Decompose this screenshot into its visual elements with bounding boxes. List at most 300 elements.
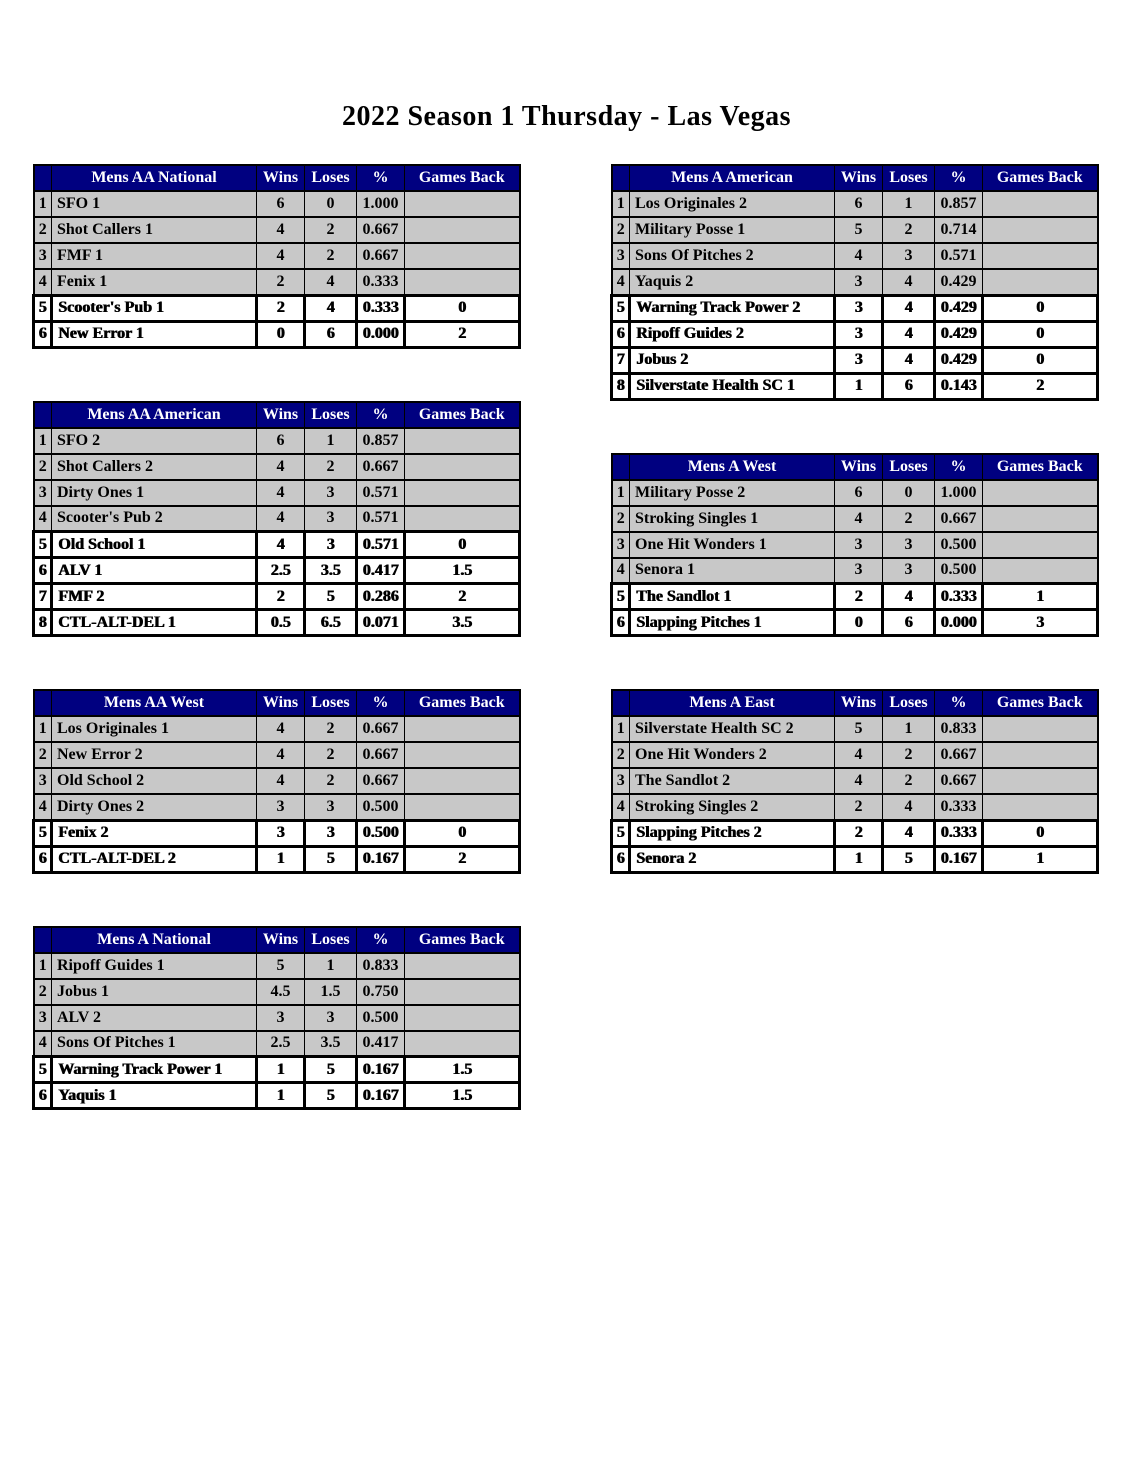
rank-cell: 7 xyxy=(612,347,630,373)
table-row xyxy=(612,243,1098,269)
table-row xyxy=(34,820,520,846)
table-row xyxy=(612,820,1098,846)
loses-cell: 1.5 xyxy=(305,979,357,1005)
rank-cell: 5 xyxy=(34,1057,52,1083)
loses-cell: 5 xyxy=(305,846,357,872)
rank-cell: 3 xyxy=(34,1005,52,1031)
rank-cell: 2 xyxy=(34,742,52,768)
rank-cell: 5 xyxy=(34,820,52,846)
pct-cell: 0.857 xyxy=(357,428,405,454)
pct-cell: 0.500 xyxy=(357,794,405,820)
table-title: Mens A East xyxy=(630,690,835,716)
team-name-cell: Military Posse 2 xyxy=(630,480,835,506)
games-back-cell: 1.5 xyxy=(405,1083,520,1109)
pct-cell: 0.667 xyxy=(935,506,983,532)
team-name-cell: Senora 1 xyxy=(630,558,835,584)
pct-cell: 0.833 xyxy=(935,716,983,742)
column-header-wins: Wins xyxy=(257,690,305,716)
wins-cell: 2 xyxy=(835,794,883,820)
rank-cell: 4 xyxy=(34,1031,52,1057)
pct-cell: 0.500 xyxy=(357,820,405,846)
loses-cell: 2 xyxy=(883,742,935,768)
games-back-cell: 3 xyxy=(983,610,1098,636)
loses-cell: 1 xyxy=(883,716,935,742)
column-header-loses: Loses xyxy=(883,454,935,480)
table-row xyxy=(34,454,520,480)
rank-cell: 4 xyxy=(34,794,52,820)
rank-cell: 6 xyxy=(34,558,52,584)
team-name-cell: SFO 1 xyxy=(52,191,257,217)
wins-cell: 3 xyxy=(257,794,305,820)
games-back-cell: 2 xyxy=(405,846,520,872)
pct-cell: 0.667 xyxy=(357,768,405,794)
team-name-cell: Old School 2 xyxy=(52,768,257,794)
rank-cell: 6 xyxy=(612,846,630,872)
rank-header-cell xyxy=(612,165,630,191)
loses-cell: 1 xyxy=(305,953,357,979)
column-header-games-back: Games Back xyxy=(405,927,520,953)
rank-header-cell xyxy=(612,690,630,716)
column-header-loses: Loses xyxy=(883,165,935,191)
table-row xyxy=(612,295,1098,321)
games-back-cell xyxy=(983,269,1098,295)
pct-cell: 0.167 xyxy=(357,1057,405,1083)
table-header-row xyxy=(34,165,520,191)
wins-cell: 2 xyxy=(257,584,305,610)
rank-cell: 3 xyxy=(34,768,52,794)
games-back-cell xyxy=(983,532,1098,558)
team-name-cell: Scooter's Pub 1 xyxy=(52,295,257,321)
loses-cell: 1 xyxy=(883,191,935,217)
wins-cell: 6 xyxy=(257,428,305,454)
wins-cell: 4 xyxy=(835,742,883,768)
pct-cell: 0.667 xyxy=(357,716,405,742)
table-row xyxy=(612,584,1098,610)
table-row xyxy=(612,347,1098,373)
games-back-cell xyxy=(983,558,1098,584)
table-header-row xyxy=(34,402,520,428)
games-back-cell: 0 xyxy=(983,295,1098,321)
rank-cell: 3 xyxy=(34,480,52,506)
loses-cell: 6 xyxy=(883,373,935,399)
games-back-cell xyxy=(405,979,520,1005)
rank-cell: 8 xyxy=(34,610,52,636)
games-back-cell: 1.5 xyxy=(405,558,520,584)
rank-cell: 4 xyxy=(34,269,52,295)
team-name-cell: Senora 2 xyxy=(630,846,835,872)
pct-cell: 0.417 xyxy=(357,1031,405,1057)
games-back-cell: 0 xyxy=(983,321,1098,347)
wins-cell: 4 xyxy=(257,243,305,269)
games-back-cell xyxy=(405,506,520,532)
pct-cell: 0.167 xyxy=(935,846,983,872)
loses-cell: 6 xyxy=(305,321,357,347)
wins-cell: 1 xyxy=(835,373,883,399)
table-header-row xyxy=(612,165,1098,191)
wins-cell: 5 xyxy=(257,953,305,979)
rank-cell: 2 xyxy=(34,217,52,243)
pct-cell: 0.071 xyxy=(357,610,405,636)
loses-cell: 3 xyxy=(305,1005,357,1031)
pct-cell: 1.000 xyxy=(935,480,983,506)
games-back-cell xyxy=(405,269,520,295)
pct-cell: 0.286 xyxy=(357,584,405,610)
table-row xyxy=(612,532,1098,558)
games-back-cell: 0 xyxy=(405,820,520,846)
games-back-cell: 2 xyxy=(405,584,520,610)
table-header-row xyxy=(34,690,520,716)
pct-cell: 0.750 xyxy=(357,979,405,1005)
rank-cell: 8 xyxy=(612,373,630,399)
rank-cell: 1 xyxy=(612,480,630,506)
column-header-games-back: Games Back xyxy=(983,454,1098,480)
table-row xyxy=(34,584,520,610)
loses-cell: 0 xyxy=(883,480,935,506)
rank-cell: 3 xyxy=(612,243,630,269)
wins-cell: 6 xyxy=(835,480,883,506)
table-row xyxy=(34,217,520,243)
wins-cell: 3 xyxy=(835,295,883,321)
standings-table xyxy=(610,164,1099,401)
loses-cell: 3 xyxy=(305,480,357,506)
team-name-cell: Slapping Pitches 1 xyxy=(630,610,835,636)
team-name-cell: Ripoff Guides 2 xyxy=(630,321,835,347)
wins-cell: 5 xyxy=(835,217,883,243)
games-back-cell xyxy=(405,1031,520,1057)
team-name-cell: Los Originales 2 xyxy=(630,191,835,217)
pct-cell: 0.500 xyxy=(935,532,983,558)
table-row xyxy=(612,191,1098,217)
loses-cell: 2 xyxy=(305,716,357,742)
rank-cell: 1 xyxy=(34,953,52,979)
rank-cell: 2 xyxy=(612,217,630,243)
team-name-cell: Ripoff Guides 1 xyxy=(52,953,257,979)
loses-cell: 2 xyxy=(305,768,357,794)
table-row xyxy=(34,506,520,532)
games-back-cell xyxy=(405,480,520,506)
table-row xyxy=(612,480,1098,506)
loses-cell: 4 xyxy=(305,269,357,295)
table-row xyxy=(34,295,520,321)
team-name-cell: One Hit Wonders 1 xyxy=(630,532,835,558)
wins-cell: 4 xyxy=(257,454,305,480)
loses-cell: 4 xyxy=(883,584,935,610)
table-row xyxy=(34,480,520,506)
team-name-cell: CTL-ALT-DEL 2 xyxy=(52,846,257,872)
loses-cell: 5 xyxy=(883,846,935,872)
table-row xyxy=(34,269,520,295)
rank-cell: 3 xyxy=(34,243,52,269)
table-row xyxy=(34,558,520,584)
wins-cell: 4 xyxy=(257,716,305,742)
rank-cell: 7 xyxy=(34,584,52,610)
loses-cell: 1 xyxy=(305,428,357,454)
team-name-cell: Los Originales 1 xyxy=(52,716,257,742)
table-row xyxy=(612,742,1098,768)
loses-cell: 5 xyxy=(305,1083,357,1109)
loses-cell: 3 xyxy=(305,532,357,558)
loses-cell: 3 xyxy=(305,820,357,846)
team-name-cell: Fenix 2 xyxy=(52,820,257,846)
table-row xyxy=(34,532,520,558)
rank-cell: 6 xyxy=(612,610,630,636)
wins-cell: 3 xyxy=(257,1005,305,1031)
wins-cell: 4 xyxy=(835,768,883,794)
team-name-cell: New Error 2 xyxy=(52,742,257,768)
wins-cell: 5 xyxy=(835,716,883,742)
wins-cell: 6 xyxy=(257,191,305,217)
table-row xyxy=(612,558,1098,584)
games-back-cell xyxy=(983,742,1098,768)
right-table-column xyxy=(610,164,1099,874)
wins-cell: 2 xyxy=(257,269,305,295)
column-header-loses: Loses xyxy=(883,690,935,716)
rank-header-cell xyxy=(34,927,52,953)
pct-cell: 0.500 xyxy=(357,1005,405,1031)
wins-cell: 2.5 xyxy=(257,1031,305,1057)
games-back-cell xyxy=(405,454,520,480)
loses-cell: 2 xyxy=(883,217,935,243)
games-back-cell xyxy=(983,716,1098,742)
games-back-cell xyxy=(983,506,1098,532)
standings-table xyxy=(32,401,521,638)
wins-cell: 4 xyxy=(257,480,305,506)
pct-cell: 1.000 xyxy=(357,191,405,217)
games-back-cell xyxy=(405,768,520,794)
pct-cell: 0.667 xyxy=(935,768,983,794)
games-back-cell xyxy=(405,716,520,742)
table-row xyxy=(34,953,520,979)
wins-cell: 4 xyxy=(835,506,883,532)
games-back-cell: 2 xyxy=(405,321,520,347)
games-back-cell xyxy=(983,768,1098,794)
team-name-cell: SFO 2 xyxy=(52,428,257,454)
standings-table xyxy=(32,164,521,349)
games-back-cell xyxy=(405,742,520,768)
rank-cell: 1 xyxy=(34,716,52,742)
table-row xyxy=(34,794,520,820)
games-back-cell xyxy=(983,217,1098,243)
rank-cell: 4 xyxy=(612,794,630,820)
table-row xyxy=(612,321,1098,347)
rank-cell: 2 xyxy=(34,454,52,480)
left-table-column xyxy=(32,164,521,1110)
column-header-wins: Wins xyxy=(257,402,305,428)
wins-cell: 3 xyxy=(835,558,883,584)
games-back-cell xyxy=(405,243,520,269)
rank-cell: 2 xyxy=(34,979,52,1005)
table-title: Mens A West xyxy=(630,454,835,480)
rank-cell: 1 xyxy=(612,716,630,742)
table-row xyxy=(34,321,520,347)
table-row xyxy=(612,269,1098,295)
pct-cell: 0.429 xyxy=(935,321,983,347)
loses-cell: 0 xyxy=(305,191,357,217)
loses-cell: 6 xyxy=(883,610,935,636)
column-header-pct: % xyxy=(935,165,983,191)
loses-cell: 2 xyxy=(883,506,935,532)
rank-cell: 5 xyxy=(612,584,630,610)
table-title: Mens AA National xyxy=(52,165,257,191)
page-title: 2022 Season 1 Thursday - Las Vegas xyxy=(341,101,792,132)
wins-cell: 1 xyxy=(257,1083,305,1109)
games-back-cell: 0 xyxy=(405,295,520,321)
wins-cell: 2 xyxy=(257,295,305,321)
games-back-cell xyxy=(983,480,1098,506)
table-title: Mens AA American xyxy=(52,402,257,428)
pct-cell: 0.333 xyxy=(357,269,405,295)
table-row xyxy=(34,716,520,742)
rank-cell: 4 xyxy=(612,269,630,295)
pct-cell: 0.000 xyxy=(935,610,983,636)
team-name-cell: Stroking Singles 1 xyxy=(630,506,835,532)
rank-header-cell xyxy=(34,165,52,191)
wins-cell: 4 xyxy=(257,506,305,532)
column-header-games-back: Games Back xyxy=(983,165,1098,191)
wins-cell: 4.5 xyxy=(257,979,305,1005)
table-row xyxy=(34,610,520,636)
wins-cell: 3 xyxy=(835,347,883,373)
team-name-cell: Shot Callers 1 xyxy=(52,217,257,243)
team-name-cell: The Sandlot 1 xyxy=(630,584,835,610)
table-row xyxy=(34,1083,520,1109)
wins-cell: 3 xyxy=(257,820,305,846)
rank-cell: 3 xyxy=(612,532,630,558)
table-row xyxy=(612,768,1098,794)
rank-cell: 6 xyxy=(34,846,52,872)
loses-cell: 4 xyxy=(883,269,935,295)
rank-cell: 6 xyxy=(34,321,52,347)
wins-cell: 1 xyxy=(257,1057,305,1083)
team-name-cell: Old School 1 xyxy=(52,532,257,558)
column-header-games-back: Games Back xyxy=(405,402,520,428)
standings-table xyxy=(610,689,1099,874)
loses-cell: 4 xyxy=(883,347,935,373)
table-row xyxy=(34,191,520,217)
pct-cell: 0.333 xyxy=(935,794,983,820)
rank-cell: 4 xyxy=(612,558,630,584)
games-back-cell xyxy=(983,191,1098,217)
team-name-cell: Military Posse 1 xyxy=(630,217,835,243)
pct-cell: 0.429 xyxy=(935,269,983,295)
column-header-games-back: Games Back xyxy=(405,165,520,191)
pct-cell: 0.857 xyxy=(935,191,983,217)
team-name-cell: Dirty Ones 2 xyxy=(52,794,257,820)
games-back-cell xyxy=(405,217,520,243)
games-back-cell: 1.5 xyxy=(405,1057,520,1083)
team-name-cell: Silverstate Health SC 2 xyxy=(630,716,835,742)
games-back-cell: 0 xyxy=(405,532,520,558)
team-name-cell: Sons Of Pitches 2 xyxy=(630,243,835,269)
loses-cell: 4 xyxy=(883,820,935,846)
team-name-cell: Stroking Singles 2 xyxy=(630,794,835,820)
table-title: Mens AA West xyxy=(52,690,257,716)
team-name-cell: Yaquis 2 xyxy=(630,269,835,295)
pct-cell: 0.571 xyxy=(357,506,405,532)
games-back-cell: 0 xyxy=(983,820,1098,846)
table-row xyxy=(612,716,1098,742)
table-title: Mens A National xyxy=(52,927,257,953)
team-name-cell: FMF 2 xyxy=(52,584,257,610)
team-name-cell: One Hit Wonders 2 xyxy=(630,742,835,768)
loses-cell: 3.5 xyxy=(305,558,357,584)
loses-cell: 4 xyxy=(883,295,935,321)
pct-cell: 0.000 xyxy=(357,321,405,347)
pct-cell: 0.333 xyxy=(357,295,405,321)
table-row xyxy=(34,428,520,454)
games-back-cell: 0 xyxy=(983,347,1098,373)
games-back-cell xyxy=(405,1005,520,1031)
games-back-cell xyxy=(983,243,1098,269)
team-name-cell: ALV 1 xyxy=(52,558,257,584)
table-row xyxy=(612,217,1098,243)
rank-cell: 2 xyxy=(612,506,630,532)
rank-header-cell xyxy=(34,402,52,428)
loses-cell: 4 xyxy=(305,295,357,321)
loses-cell: 2 xyxy=(305,217,357,243)
column-header-games-back: Games Back xyxy=(405,690,520,716)
pct-cell: 0.667 xyxy=(357,454,405,480)
pct-cell: 0.667 xyxy=(357,217,405,243)
rank-cell: 6 xyxy=(612,321,630,347)
team-name-cell: CTL-ALT-DEL 1 xyxy=(52,610,257,636)
wins-cell: 1 xyxy=(257,846,305,872)
table-row xyxy=(34,243,520,269)
pct-cell: 0.333 xyxy=(935,820,983,846)
pct-cell: 0.833 xyxy=(357,953,405,979)
team-name-cell: Jobus 2 xyxy=(630,347,835,373)
table-row xyxy=(34,846,520,872)
pct-cell: 0.167 xyxy=(357,846,405,872)
table-title: Mens A American xyxy=(630,165,835,191)
loses-cell: 3 xyxy=(883,243,935,269)
wins-cell: 3 xyxy=(835,321,883,347)
column-header-wins: Wins xyxy=(835,690,883,716)
rank-cell: 1 xyxy=(612,191,630,217)
wins-cell: 2.5 xyxy=(257,558,305,584)
wins-cell: 4 xyxy=(257,532,305,558)
rank-cell: 5 xyxy=(34,532,52,558)
table-header-row xyxy=(612,690,1098,716)
column-header-pct: % xyxy=(935,690,983,716)
pct-cell: 0.571 xyxy=(357,532,405,558)
rank-cell: 2 xyxy=(612,742,630,768)
team-name-cell: FMF 1 xyxy=(52,243,257,269)
table-row xyxy=(612,610,1098,636)
team-name-cell: Warning Track Power 1 xyxy=(52,1057,257,1083)
pct-cell: 0.333 xyxy=(935,584,983,610)
pct-cell: 0.500 xyxy=(935,558,983,584)
games-back-cell: 1 xyxy=(983,846,1098,872)
games-back-cell xyxy=(405,953,520,979)
table-row xyxy=(612,846,1098,872)
wins-cell: 0 xyxy=(835,610,883,636)
rank-cell: 1 xyxy=(34,428,52,454)
loses-cell: 2 xyxy=(883,768,935,794)
wins-cell: 1 xyxy=(835,846,883,872)
wins-cell: 4 xyxy=(257,768,305,794)
team-name-cell: Shot Callers 2 xyxy=(52,454,257,480)
loses-cell: 2 xyxy=(305,243,357,269)
team-name-cell: Yaquis 1 xyxy=(52,1083,257,1109)
table-row xyxy=(34,1005,520,1031)
loses-cell: 4 xyxy=(883,321,935,347)
pct-cell: 0.667 xyxy=(357,742,405,768)
loses-cell: 3 xyxy=(305,794,357,820)
table-row xyxy=(34,1031,520,1057)
pct-cell: 0.143 xyxy=(935,373,983,399)
games-back-cell: 2 xyxy=(983,373,1098,399)
